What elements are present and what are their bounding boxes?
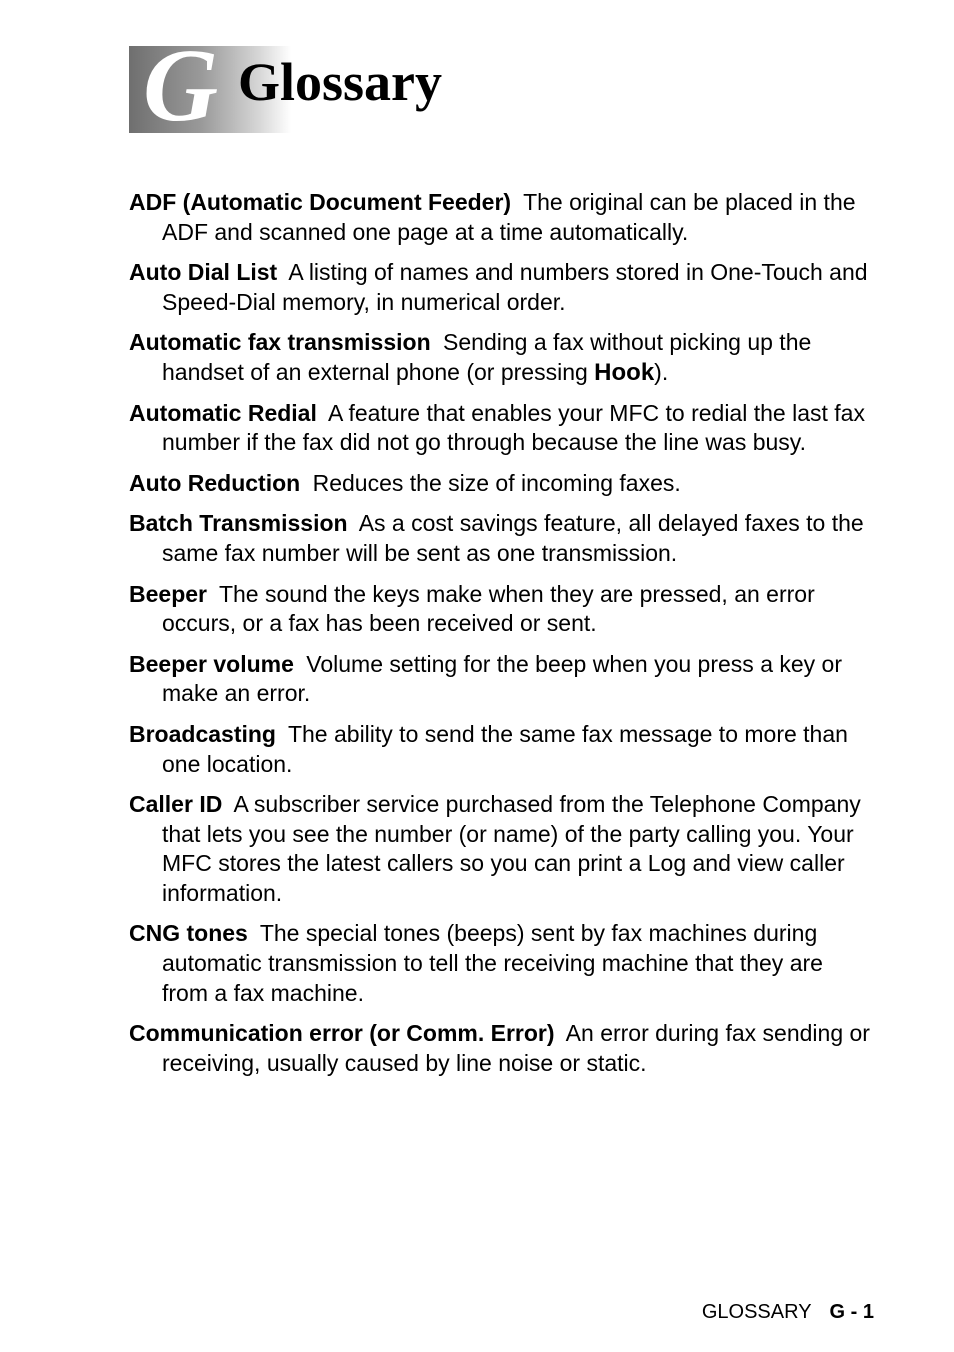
glossary-term: CNG tones [129,920,248,947]
glossary-definition: A feature that enables your MFC to redial the last fax number if the fax did not go through because the line was busy. [162,399,865,456]
glossary-entry-auto-dial-list [129,258,874,317]
page-number: G - 1 [829,1301,874,1323]
glossary-definition: A subscriber service purchased from the Telephone Company that lets you see the number (or name) of the party calling you. Your MFC stores the latest callers so you can print a Log and view caller information. [162,791,861,906]
glossary-definition: The special tones (beeps) sent by fax machines during automatic transmission to tell the receiving machine that they are from a fax machine. [162,920,823,1006]
glossary-definition: As a cost savings feature, all delayed faxes to the same fax number will be sent as one transmission. [162,510,864,566]
glossary-definition: Reduces the size of incoming faxes. [312,469,681,496]
glossary-entry-caller-id [129,790,874,908]
footer-section-name: GLOSSARY [701,1301,812,1323]
glossary-entry-beeper [129,580,874,639]
glossary-term: Beeper volume [129,650,294,677]
glossary-term: Automatic Redial [129,399,317,426]
glossary-term: Broadcasting [129,720,276,747]
glossary-list [129,188,874,1089]
glossary-term: Batch Transmission [129,510,348,537]
glossary-entry-cng-tones [129,919,874,1008]
glossary-definition: Volume setting for the beep when you press a key or make an error. [162,650,843,707]
glossary-entry-adf [129,188,874,247]
glossary-entry-auto-reduction [129,469,874,499]
glossary-entry-automatic-redial [129,399,874,458]
glossary-definition: Sending a fax without picking up the handset of an external phone (or pressing [162,329,812,385]
glossary-term: Auto Dial List [129,259,278,286]
glossary-term: Caller ID [129,791,223,818]
hook-key-label: Hook [594,358,655,386]
glossary-entry-communication-error [129,1019,874,1078]
glossary-entry-broadcasting [129,720,874,779]
glossary-term: Communication error (or Comm. Error) [129,1020,555,1047]
glossary-term: Automatic fax transmission [129,329,431,356]
glossary-entry-beeper-volume [129,650,874,709]
glossary-entry-batch-transmission [129,509,874,568]
page-footer [702,1300,874,1324]
glossary-term: Auto Reduction [129,469,301,496]
glossary-definition: The original can be placed in the ADF and scanned one page at a time automatically. [162,189,856,245]
glossary-definition-end: ). [654,358,669,385]
glossary-term: Beeper [129,580,207,607]
glossary-entry-automatic-fax-transmission [129,328,874,387]
glossary-definition: A listing of names and numbers stored in One-Touch and Speed-Dial memory, in numerical order. [162,259,868,315]
glossary-definition: The ability to send the same fax message to more than one location. [162,720,848,777]
glossary-definition: The sound the keys make when they are pressed, an error occurs, or a fax has been received or sent. [162,580,815,637]
page-title: Glossary [238,52,443,112]
glossary-term: ADF (Automatic Document Feeder) [129,189,512,215]
glossary-definition: An error during fax sending or receiving, usually caused by line noise or static. [162,1020,870,1076]
chapter-letter: G [143,28,219,143]
